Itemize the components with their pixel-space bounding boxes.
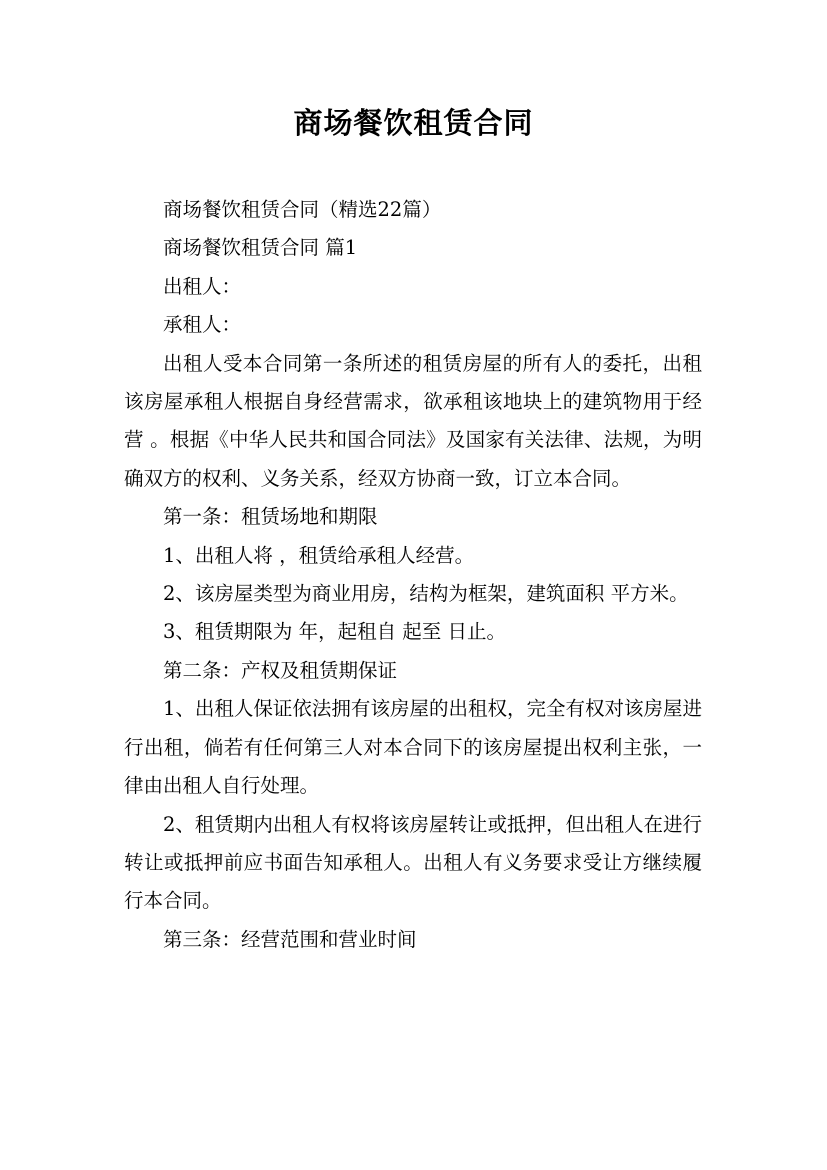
paragraph-subtitle: 商场餐饮租赁合同（精选22篇） <box>163 198 442 221</box>
paragraph-article-3-heading: 第三条：经营范围和营业时间 <box>163 927 417 951</box>
paragraph-article-1-heading: 第一条：租赁场地和期限 <box>163 505 378 529</box>
paragraph-article-1-item-1: 1、出租人将 ，租赁给承租人经营。 <box>163 543 475 567</box>
document-title: 商场餐饮租赁合同 <box>293 106 534 140</box>
paragraph-article-2-heading: 第二条：产权及租赁期保证 <box>163 658 398 682</box>
paragraph-article-2-item-2: 2、租赁期内出租人有权将该房屋转让或抵押，但出租人在进行转让或抵押前应书面告知承租人。出租人有义务要求受让方继续履行本合同。 <box>124 812 702 913</box>
document-body <box>124 191 702 959</box>
paragraph-article-1-item-3: 3、租赁期限为 年，起租自 起至 日止。 <box>163 620 507 644</box>
paragraph-article-1-item-2: 2、该房屋类型为商业用房，结构为框架，建筑面积 平方米。 <box>163 582 689 606</box>
paragraph-section-heading: 商场餐饮租赁合同 篇1 <box>163 236 358 260</box>
paragraph-article-2-item-1: 1、出租人保证依法拥有该房屋的出租权，完全有权对该房屋进行出租，倘若有任何第三人对本合同下的该房屋提出权利主张，一律由出租人自行处理。 <box>124 697 702 798</box>
paragraph-lessee: 承租人： <box>163 313 242 337</box>
paragraph-lessor: 出租人： <box>163 274 242 298</box>
paragraph-preamble: 出租人受本合同第一条所述的租赁房屋的所有人的委托，出租该房屋承租人根据自身经营需求，欲承租该地块上的建筑物用于经营 。根据《中华人民共和国合同法》及国家有关法律、法规，为明确双方的权利、义务关系，经双方协商一致，订立本合同。 <box>124 351 702 490</box>
